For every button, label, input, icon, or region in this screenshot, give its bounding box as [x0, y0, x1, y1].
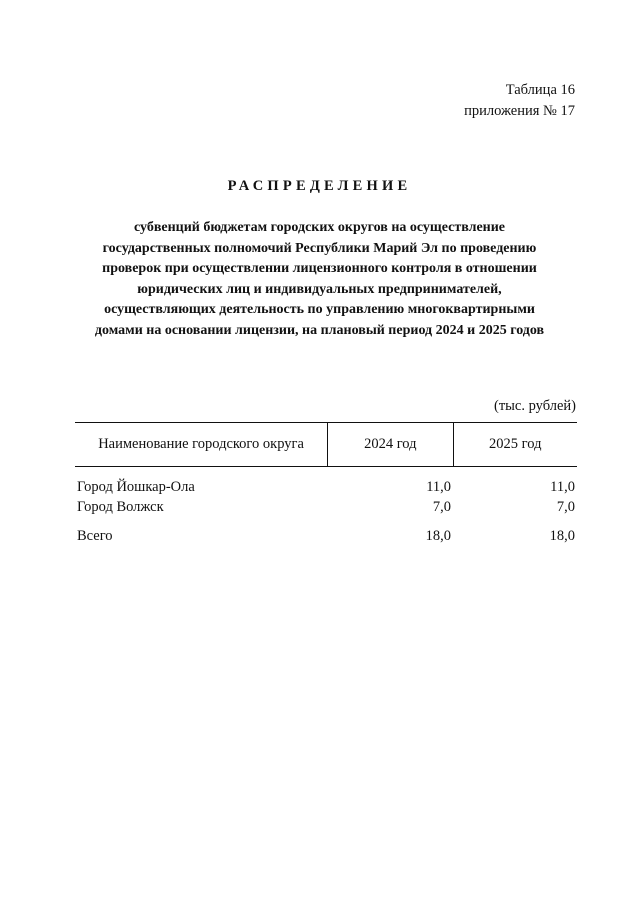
total-2025: 18,0 — [549, 528, 575, 544]
distribution-table — [75, 422, 577, 545]
table-number: Таблица 16 — [505, 82, 575, 98]
district-name: Город Йошкар-Ола — [77, 479, 195, 495]
total-label: Всего — [77, 528, 113, 544]
subtitle-line: домами на основании лицензии, на плановый период 2024 и 2025 годов — [94, 322, 545, 338]
document-title: РАСПРЕДЕЛЕНИЕ — [227, 178, 412, 194]
subtitle-line: субвенций бюджетам городских округов на осуществление — [133, 220, 506, 235]
district-name: Город Волжск — [77, 499, 164, 515]
column-header-district: Наименование городского округа — [75, 423, 328, 467]
column-header-2024: 2024 год — [328, 423, 453, 467]
table-header-row — [75, 423, 577, 467]
appendix-number: приложения № 17 — [464, 103, 575, 119]
table-reference — [464, 80, 575, 122]
table-row — [75, 467, 577, 497]
subtitle-line: государственных полномочий Республики Марий Эл по проведению — [102, 240, 537, 256]
units-label: (тыс. рублей) — [494, 398, 576, 414]
total-2024: 18,0 — [425, 528, 452, 544]
document-subtitle — [60, 218, 579, 342]
value-2024: 7,0 — [432, 499, 452, 515]
value-2025: 7,0 — [556, 499, 575, 515]
value-2024: 11,0 — [426, 479, 452, 495]
total-row — [75, 516, 577, 545]
column-header-2025: 2025 год — [453, 423, 577, 467]
subtitle-line: осуществляющих деятельность по управлению многоквартирными — [104, 302, 535, 318]
value-2025: 11,0 — [550, 479, 575, 495]
subtitle-line: юридических лиц и индивидуальных предпринимателей, — [137, 281, 502, 297]
subtitle-line: проверок при осуществлении лицензионного контроля в отношении — [102, 261, 537, 277]
table-row — [75, 496, 577, 516]
